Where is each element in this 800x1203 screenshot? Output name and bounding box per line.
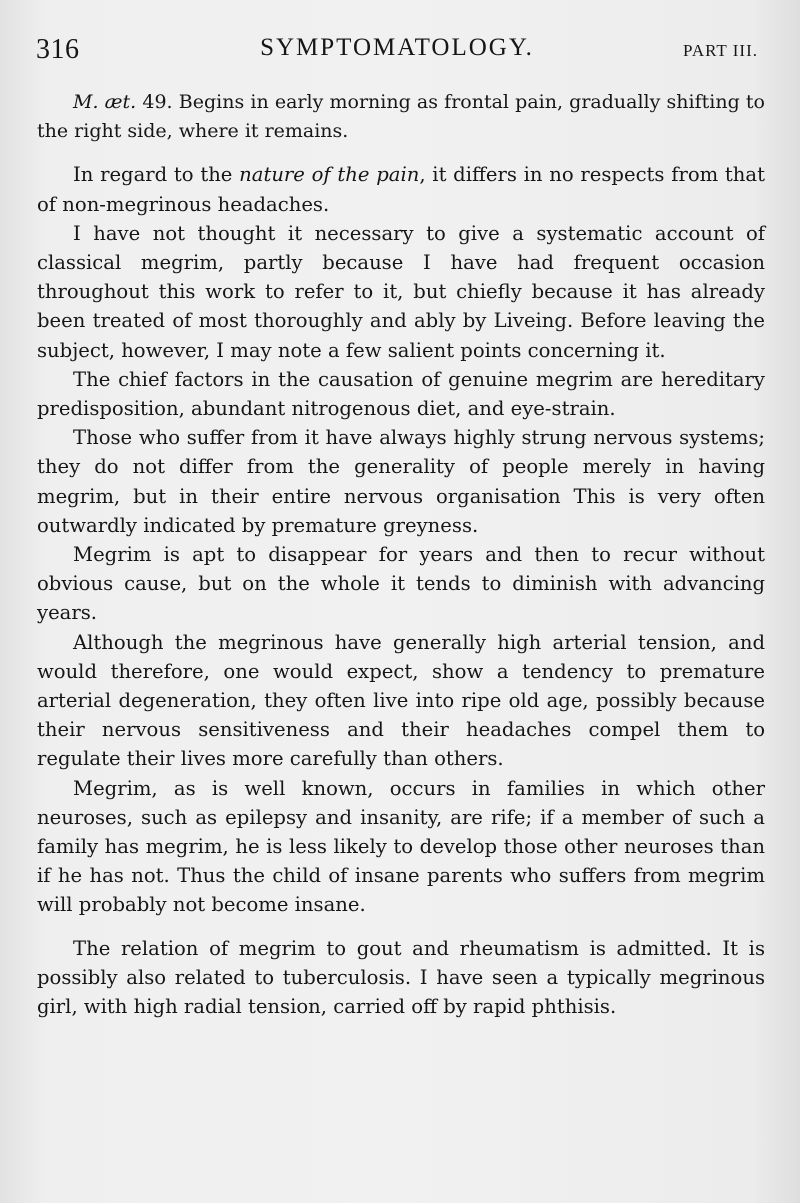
case-note-age-label: M. æt. bbox=[73, 91, 137, 113]
paragraph-gout-tuberculosis: The relation of megrim to gout and rheumatism is admitted. It is possibly also related to tuberculosis. I have seen a typically megrinous girl, with high radial tension, carried off by rapid phthisis. bbox=[37, 936, 765, 1019]
page-body bbox=[37, 88, 765, 1021]
paragraph-neuroses: Megrim, as is well known, occurs in families in which other neuroses, such as epilepsy and insanity, are rife; if a member of such a family has megrim, he is less likely to develop those other neuroses than if he has not. Thus the child of insane parents who suffers from megrim will probably not become insane. bbox=[37, 776, 765, 917]
case-note bbox=[37, 88, 765, 146]
page-header bbox=[36, 34, 758, 68]
paragraph-text: , it differs in no respects from that of non-megrinous headaches. bbox=[37, 163, 765, 216]
italic-phrase: nature of the pain bbox=[239, 163, 420, 187]
paragraph-classical-megrim: I have not thought it necessary to give a systematic account of classical megrim, partly because I have had frequent occasion throughout this work to refer to it, but chiefly because it has already been treated of most thoroughly and ably by Liveing. Before leaving the subject, however, I may note a few salient points concerning it. bbox=[37, 221, 765, 362]
case-note-text: 49. Begins in early morning as frontal pain, gradually shifting to the right side, where it remains. bbox=[37, 91, 765, 143]
paragraph-nature-of-pain bbox=[37, 160, 765, 218]
page-number: 316 bbox=[36, 34, 80, 65]
paragraph-causation: The chief factors in the causation of genuine megrim are hereditary predisposition, abundant nitrogenous diet, and eye-strain. bbox=[37, 367, 765, 421]
paragraph-arterial-tension: Although the megrinous have generally high arterial tension, and would therefore, one would expect, show a tendency to premature arterial degeneration, they often live into ripe old age, possibly because their nervous sensitiveness and their headaches compel them to regulate their lives more carefully than others. bbox=[37, 630, 765, 771]
paragraph-recurrence: Megrim is apt to disappear for years and then to recur without obvious cause, but on the whole it tends to diminish with advancing years. bbox=[37, 543, 765, 625]
paragraph-nervous-systems: Those who suffer from it have always highly strung nervous systems; they do not differ from the generality of people merely in having megrim, but in their entire nervous organisation This is very often outwardly indicated by premature greyness. bbox=[37, 426, 765, 537]
paragraph-text: In regard to the bbox=[73, 163, 240, 187]
part-label: PART III. bbox=[682, 41, 758, 60]
running-title: SYMPTOMATOLOGY. bbox=[260, 34, 534, 61]
